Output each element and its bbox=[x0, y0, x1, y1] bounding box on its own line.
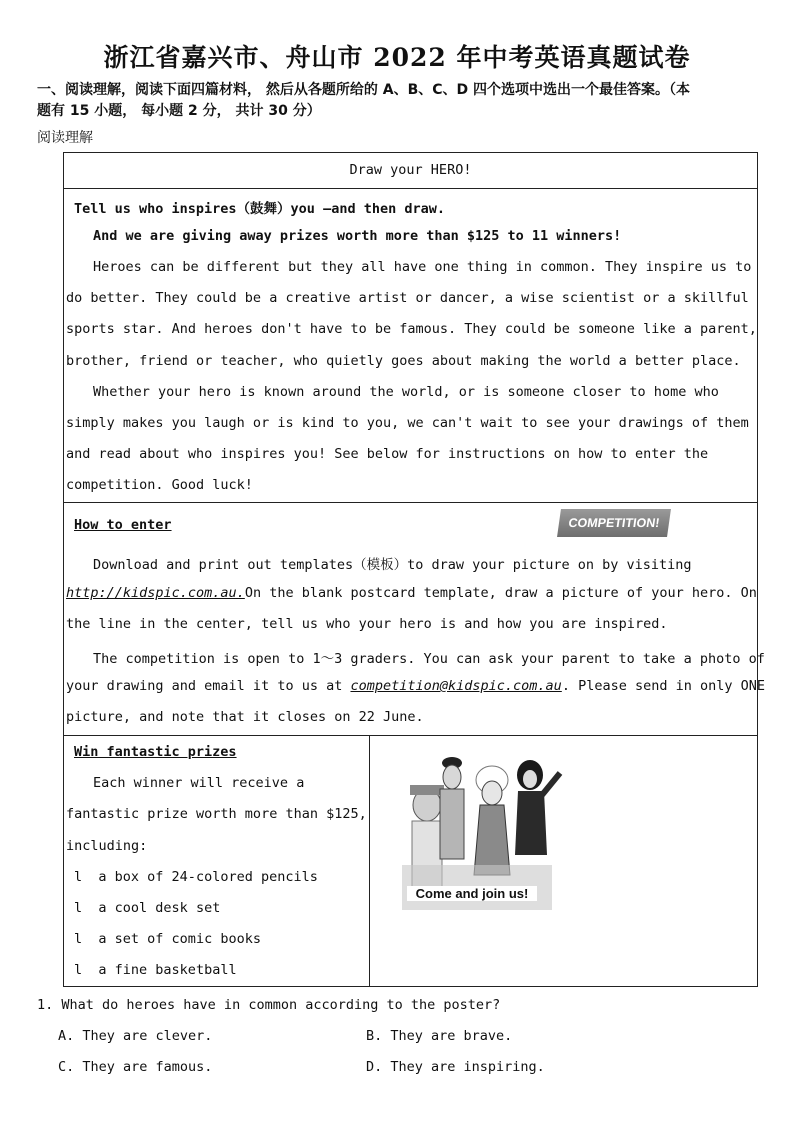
templates-link[interactable]: http://kidspic.com.au. bbox=[66, 585, 245, 601]
intro-line-2: And we are giving away prizes worth more than $125 to 11 winners! bbox=[93, 228, 622, 244]
bullet: l bbox=[74, 962, 83, 978]
intro-p2-line: and read about who inspires you! See below for instructions on how to enter the bbox=[66, 446, 709, 462]
poster-title: Draw your HERO! bbox=[64, 153, 757, 189]
prizes-line: including: bbox=[66, 838, 148, 854]
option-d: D. They are inspiring. bbox=[366, 1059, 545, 1075]
intro-p1-line: do better. They could be a creative artist or dancer, a wise scientist or a skillful bbox=[66, 290, 749, 306]
competition-badge: COMPETITION! bbox=[557, 509, 671, 537]
intro-p1-line: Heroes can be different but they all have one thing in common. They inspire us to bbox=[93, 259, 752, 275]
enter-line-start: your drawing and email it to us at bbox=[66, 678, 351, 694]
intro-p2-line: competition. Good luck! bbox=[66, 477, 253, 493]
bullet: l bbox=[74, 931, 83, 947]
intro-line-1: Tell us who inspires（鼓舞）you —and then draw. bbox=[74, 201, 445, 217]
option-a: A. They are clever. bbox=[58, 1028, 213, 1044]
divider bbox=[64, 735, 757, 736]
prize-item: l a fine basketball bbox=[74, 962, 237, 978]
intro-p1-line: sports star. And heroes don't have to be famous. They could be someone like a parent, bbox=[66, 321, 757, 337]
poster bbox=[63, 152, 766, 987]
illustration-caption: Come and join us! bbox=[407, 886, 537, 901]
heroes-illustration bbox=[382, 745, 572, 935]
instructions bbox=[37, 80, 767, 122]
column-divider bbox=[369, 735, 370, 987]
option-b: B. They are brave. bbox=[366, 1028, 513, 1044]
prize-item: l a cool desk set bbox=[74, 900, 221, 916]
prizes-line: fantastic prize worth more than $125, bbox=[66, 806, 367, 822]
instruction-line-2: 题有 15 小题， 每小题 2 分， 共计 30 分） bbox=[37, 103, 321, 119]
intro-p1-line: brother, friend or teacher, who quietly goes about making the world a better place. bbox=[66, 353, 741, 369]
prize-item: l a box of 24-colored pencils bbox=[74, 869, 318, 885]
instruction-line-1: 一、阅读理解，阅读下面四篇材料， 然后从各题所给的 A、B、C、D 四个选项中选出一个最佳答案。（本 bbox=[37, 82, 691, 98]
email-link[interactable]: competition@kidspic.com.au bbox=[350, 678, 562, 694]
enter-line: Download and print out templates（模板）to draw your picture on by visiting bbox=[93, 557, 692, 573]
page-title: 浙江省嘉兴市、舟山市 2022 年中考英语真题试卷 bbox=[103, 43, 691, 72]
how-to-enter-heading: How to enter bbox=[74, 517, 172, 533]
intro-p2-line: Whether your hero is known around the world, or is someone closer to home who bbox=[93, 384, 719, 400]
section-label: 阅读理解 bbox=[37, 130, 93, 146]
enter-line bbox=[66, 585, 757, 601]
enter-line-rest: On the blank postcard template, draw a picture of your hero. On bbox=[244, 585, 757, 601]
question-stem: 1. What do heroes have in common according to the poster? bbox=[37, 997, 501, 1013]
enter-line: picture, and note that it closes on 22 June. bbox=[66, 709, 424, 725]
option-c: C. They are famous. bbox=[58, 1059, 213, 1075]
bullet: l bbox=[74, 900, 83, 916]
enter-line-rest: . Please send in only ONE bbox=[561, 678, 766, 694]
prize-item: l a set of comic books bbox=[74, 931, 261, 947]
enter-line: the line in the center, tell us who your hero is and how you are inspired. bbox=[66, 616, 668, 632]
divider bbox=[64, 502, 757, 503]
prizes-heading: Win fantastic prizes bbox=[74, 744, 237, 760]
intro-p2-line: simply makes you laugh or is kind to you, we can't wait to see your drawings of them bbox=[66, 415, 749, 431]
prizes-line: Each winner will receive a bbox=[93, 775, 305, 791]
enter-line: The competition is open to 1～3 graders. You can ask your parent to take a photo of bbox=[93, 651, 765, 667]
bullet: l bbox=[74, 869, 83, 885]
enter-line bbox=[66, 678, 765, 694]
